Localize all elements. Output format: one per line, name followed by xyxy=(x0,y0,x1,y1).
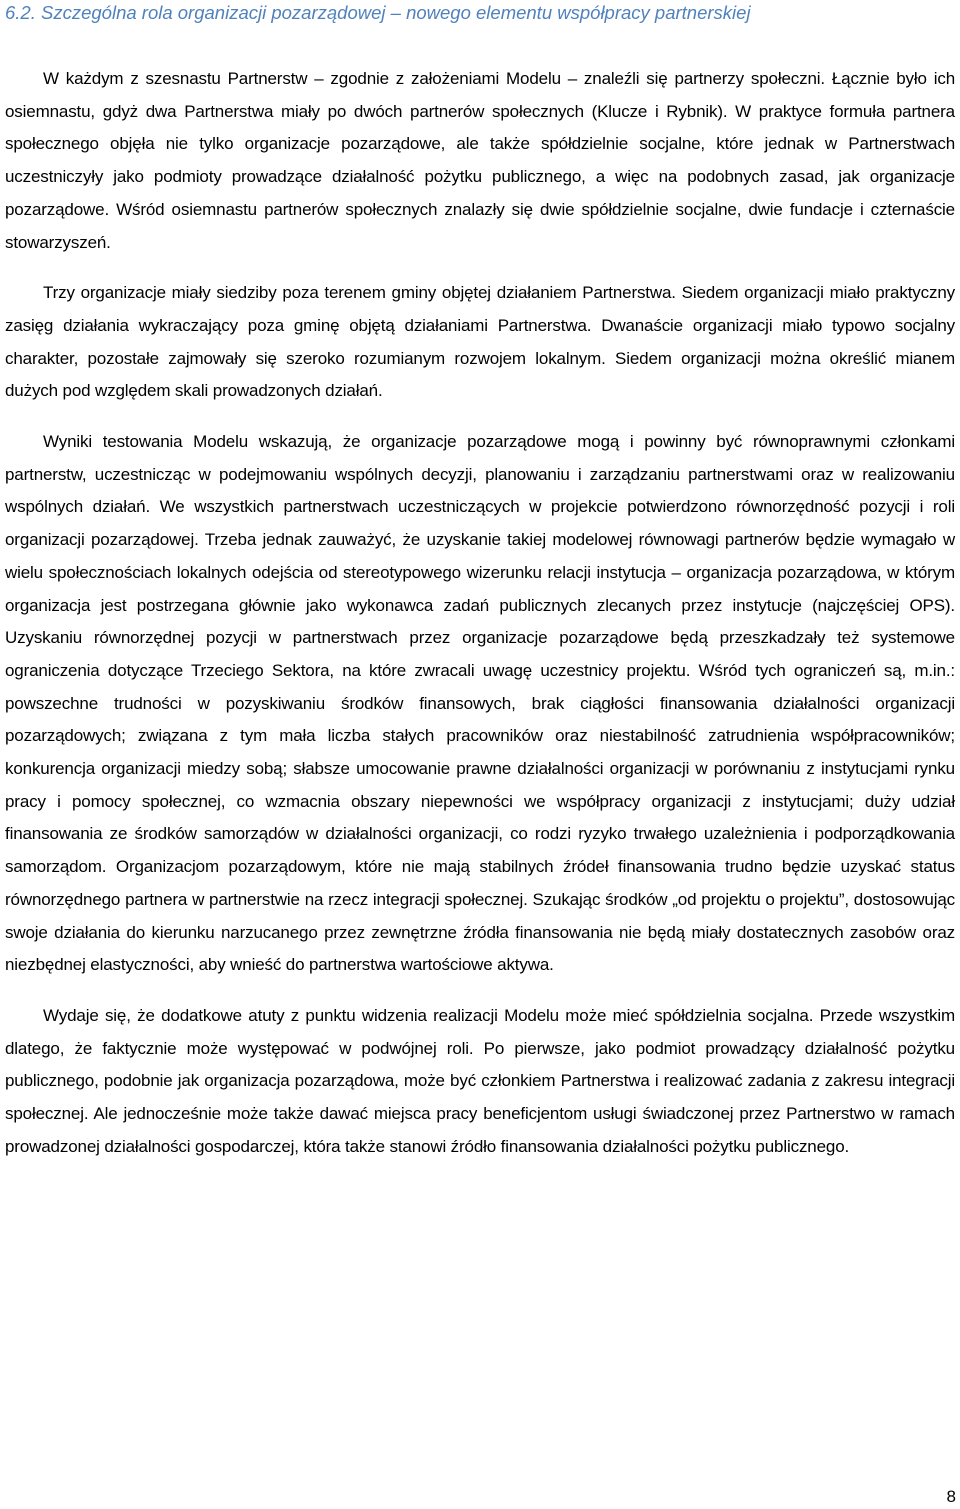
paragraph-social-partners: W każdym z szesnastu Partnerstw – zgodnie z założeniami Modelu – znaleźli się partnerzy społeczni. Łącznie było ich osiemnastu, gdyż dwa Partnerstwa miały po dwóch partnerów społecznych (Klucze i Rybnik). W praktyce formuła partnera społecznego objęła nie tylko organizacje pozarządowe, ale także spółdzielnie socjalne, które jednak w Partnerstwach uczestniczyły jako podmioty prowadzące działalność pożytku publicznego, a więc na podobnych zasad, jak organizacje pozarządowe. Wśród osiemnastu partnerów społecznych znalazły się dwie spółdzielnie socjalne, dwie fundacje i czternaście stowarzyszeń. xyxy=(5,69,955,252)
document-page xyxy=(5,0,955,1164)
page-number: 8 xyxy=(946,1487,956,1506)
paragraph-organization-profile: Trzy organizacje miały siedziby poza terenem gminy objętej działaniem Partnerstwa. Siedem organizacji miało praktyczny zasięg działania wykraczający poza gminę objętą działaniami Partnerstwa. Dwanaście organizacji miało typowo socjalny charakter, pozostałe zajmowały się szeroko rozumianym rozwojem lokalnym. Siedem organizacji można określić mianem dużych pod względem skali prowadzonych działań. xyxy=(5,283,955,401)
paragraph-model-testing-results: Wyniki testowania Modelu wskazują, że organizacje pozarządowe mogą i powinny być równoprawnymi członkami partnerstw, uczestnicząc w podejmowaniu wspólnych decyzji, planowaniu i zarządzaniu partnerstwami oraz w realizowaniu wspólnych działań. We wszystkich partnerstwach uczestniczących w projekcie potwierdzono równorzędność pozycji i roli organizacji pozarządowej. Trzeba jednak zauważyć, że uzyskanie takiej modelowej równowagi partnerów będzie wymagało w wielu społecznościach lokalnych odejścia od stereotypowego wizerunku relacji instytucja – organizacja pozarządowa, w którym organizacja jest postrzegana głównie jako wykonawca zadań publicznych zlecanych przez instytucje (najczęściej OPS). Uzyskaniu równorzędnej pozycji w partnerstwach przez organizacje pozarządowe będą przeszkadzały też systemowe ograniczenia dotyczące Trzeciego Sektora, na które zwracali uwagę uczestnicy projektu. Wśród tych ograniczeń są, m.in.: powszechne trudności w pozyskiwaniu środków finansowych, brak ciągłości finansowania działalności organizacji pozarządowych; związana z tym mała liczba stałych pracowników oraz niestabilność zatrudnienia współpracowników; konkurencja organizacji miedzy sobą; słabsze umocowanie prawne działalności organizacji w porównaniu z instytucjami rynku pracy i pomocy społecznej, co wzmacnia obszary niepewności we współpracy organizacji z instytucjami; duży udział finansowania ze środków samorządów w działalności organizacji, co rodzi ryzyko trwałego uzależnienia i podporządkowania samorządom. Organizacjom pozarządowym, które nie mają stabilnych źródeł finansowania trudno będzie uzyskać status równorzędnego partnera w partnerstwie na rzecz integracji społecznej. Szukając środków „od projektu o projektu”, dostosowując swoje działania do kierunku narzucanego przez zewnętrzne źródła finansowania nie będą miały dostatecznych zasobów oraz niezbędnej elastyczności, aby wnieść do partnerstwa wartościowe aktywa. xyxy=(5,432,955,975)
section-heading: 6.2. Szczególna rola organizacji pozarządowej – nowego elementu współpracy partnerskiej xyxy=(5,2,751,23)
paragraph-social-cooperative: Wydaje się, że dodatkowe atuty z punktu widzenia realizacji Modelu może mieć spółdzielnia socjalna. Przede wszystkim dlatego, że faktycznie może występować w podwójnej roli. Po pierwsze, jako podmiot prowadzący działalność pożytku publicznego, podobnie jak organizacja pozarządowa, może być członkiem Partnerstwa i realizować zadania z zakresu integracji społecznej. Ale jednocześnie może także dawać miejsca pracy beneficjentom usługi świadczonej przez Partnerstwo w ramach prowadzonej działalności gospodarczej, która także stanowi źródło finansowania działalności pożytku publicznego. xyxy=(5,1005,955,1156)
